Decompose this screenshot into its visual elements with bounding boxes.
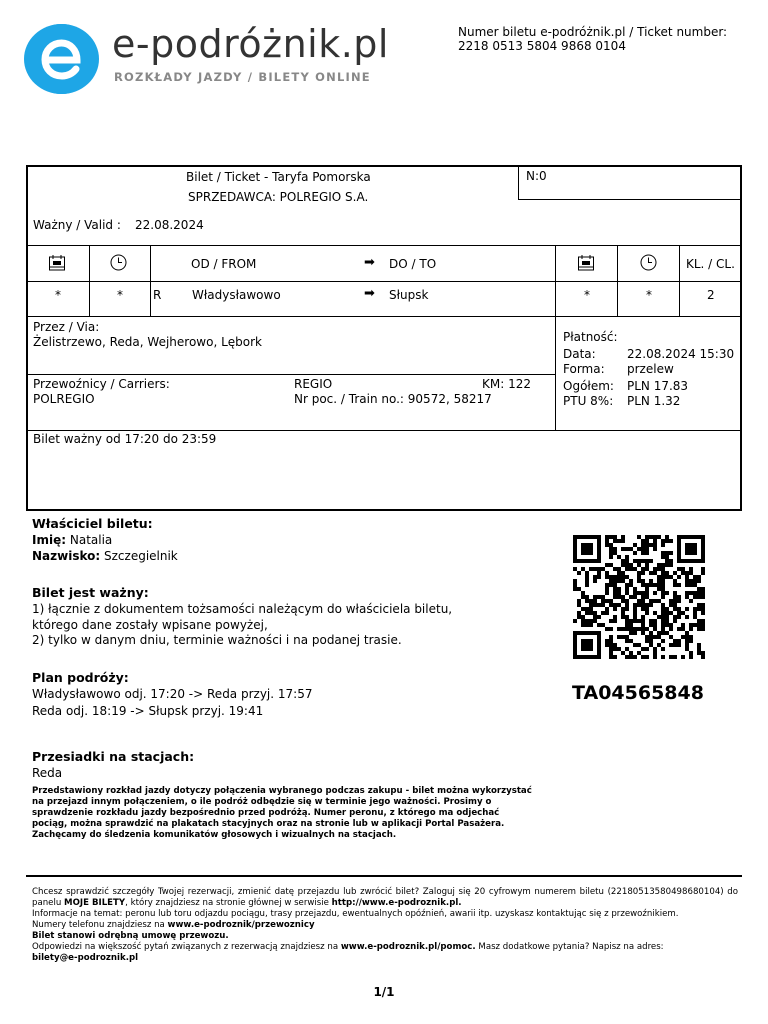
regio-label: REGIO <box>294 377 333 391</box>
date-value: 22.08.2024 15:30 <box>627 347 735 361</box>
class-value: 2 <box>707 288 715 302</box>
validity-line-3: 2) tylko w danym dniu, terminie ważności i na podanej trasie. <box>32 633 402 647</box>
page-number: 1/1 <box>373 985 395 999</box>
ticket-number: 2218 0513 5804 9868 0104 <box>458 39 626 53</box>
col-to: DO / TO <box>389 257 437 271</box>
carriers-link[interactable]: www.e-podroznik/przewoznicy <box>167 920 315 930</box>
col-class: KL. / CL. <box>686 257 735 271</box>
ptu-label: PTU 8%: <box>563 394 614 408</box>
via-value: Żelistrzewo, Reda, Wejherowo, Lębork <box>33 335 262 349</box>
carriers-value: POLREGIO <box>33 392 95 406</box>
validity-line-2: którego dane zostały wpisane powyżej, <box>32 618 268 632</box>
from-station: Władysławowo <box>192 288 281 302</box>
to-station: Słupsk <box>389 288 429 302</box>
via-label: Przez / Via: <box>33 320 100 334</box>
ticket-title: Bilet / Ticket - Taryfa Pomorska <box>186 170 371 184</box>
clock-icon <box>640 254 657 271</box>
plan-heading: Plan podróży: <box>32 670 129 685</box>
n-label: N:0 <box>526 169 547 183</box>
qr-code-icon <box>573 535 705 659</box>
ticket-number-block <box>458 25 727 53</box>
form-value: przelew <box>627 362 674 376</box>
clock-icon <box>110 254 127 271</box>
calendar-icon <box>577 254 595 271</box>
logo-name: e-podróżnik.pl <box>112 22 389 66</box>
owner-heading: Właściciel biletu: <box>32 516 153 531</box>
date-cell: * <box>55 288 61 302</box>
arrow-right-icon: ➡ <box>364 286 375 301</box>
carriers-label: Przewoźnicy / Carriers: <box>33 377 170 391</box>
payment-label: Płatność: <box>563 330 618 344</box>
last-name-label: Nazwisko: <box>32 549 101 563</box>
form-label: Forma: <box>563 362 605 376</box>
col-from: OD / FROM <box>191 257 257 271</box>
r-cell: R <box>153 288 162 302</box>
calendar-icon <box>48 254 66 271</box>
valid-label: Ważny / Valid : <box>33 218 121 232</box>
footer-p2: Informacje na temat: peronu lub toru odjazdu pociągu, trasy przejazdu, ewentualnych opóźnień, awarii itp. uzyskasz kontaktując się z przewoźnikiem. <box>32 909 679 919</box>
footer-p1-text: Chcesz sprawdzić szczegóły Twojej rezerwacji, zmienić datę przejazdu lub zwrócić bilet? Zaloguj się 20 cyfrowym numerem biletu (22180513580498680104) do panelu <box>32 887 738 908</box>
plan-line-1: Władysławowo odj. 17:20 -> Reda przyj. 17:57 <box>32 687 313 701</box>
train-number: Nr poc. / Train no.: 90572, 58217 <box>294 392 492 406</box>
time-cell-return: * <box>646 288 652 302</box>
transfers-heading: Przesiadki na stacjach: <box>32 749 195 764</box>
email-link[interactable]: bilety@e-podroznik.pl <box>32 953 139 963</box>
site-link[interactable]: http://www.e-podroznik.pl. <box>331 898 462 908</box>
footer-p5-text: Odpowiedzi na większość pytań związanych z rezerwacją znajdziesz na <box>32 942 341 952</box>
schedule-note: Przedstawiony rozkład jazdy dotyczy połączenia wybranego podczas zakupu - bilet można wykorzystać na przejazd innym połączeniem, o ile podróż odbędzie się w terminie jego ważności. Prosimy o sprawdzenie rozkładu jazdy bezpośrednio przed podróżą. Numer peronu, z którego ma odjechać pociąg, można sprawdzić na plakatach stacyjnych oraz na stronie lub w aplikacji Portal Pasażera. Zachęcamy do śledzenia komunikatów głosowych i wizualnych na stacjach. <box>32 786 532 840</box>
owner-first-name <box>32 533 112 547</box>
footer-p1 <box>32 887 738 909</box>
transfers-value: Reda <box>32 766 63 780</box>
date-label: Data: <box>563 347 596 361</box>
validity-line-1: 1) łącznie z dokumentem tożsamości należącym do właściciela biletu, <box>32 602 453 616</box>
plan-line-2: Reda odj. 18:19 -> Słupsk przyj. 19:41 <box>32 704 264 718</box>
footer <box>32 887 738 964</box>
date-cell-return: * <box>584 288 590 302</box>
km-value: KM: 122 <box>482 377 531 391</box>
footer-p5-text-2: Masz dodatkowe pytania? Napisz na adres: <box>475 942 664 952</box>
help-link[interactable]: www.e-podroznik.pl/pomoc. <box>340 942 476 952</box>
first-name-value: Natalia <box>69 533 113 547</box>
footer-p4: Bilet stanowi odrębną umowę przewozu. <box>32 931 229 941</box>
validity-heading: Bilet jest ważny: <box>32 585 149 600</box>
last-name-value: Szczegielnik <box>104 549 178 563</box>
total-label: Ogółem: <box>563 379 614 393</box>
footer-p5 <box>32 942 738 953</box>
footer-p1-text-2: , który znajdziesz na stronie głównej w serwisie <box>125 898 332 908</box>
logo-icon <box>24 24 99 94</box>
valid-date: 22.08.2024 <box>135 218 204 232</box>
validity-note: Bilet ważny od 17:20 do 23:59 <box>33 432 217 446</box>
ticket-code: TA04565848 <box>572 682 704 704</box>
time-cell: * <box>117 288 123 302</box>
ptu-value: PLN 1.32 <box>627 394 681 408</box>
first-name-label: Imię: <box>32 533 67 547</box>
total-value: PLN 17.83 <box>627 379 689 393</box>
owner-last-name <box>32 549 178 563</box>
logo-subtitle: ROZKŁADY JAZDY / BILETY ONLINE <box>114 70 371 84</box>
arrow-right-icon: ➡ <box>364 255 375 270</box>
footer-p3-text: Numery telefonu znajdziesz na <box>32 920 168 930</box>
seller: SPRZEDAWCA: POLREGIO S.A. <box>188 190 369 204</box>
footer-p3 <box>32 920 738 931</box>
ticket-number-label: Numer biletu e-podróżnik.pl / Ticket number: <box>458 25 728 39</box>
my-tickets-label: MOJE BILETY <box>64 898 126 908</box>
